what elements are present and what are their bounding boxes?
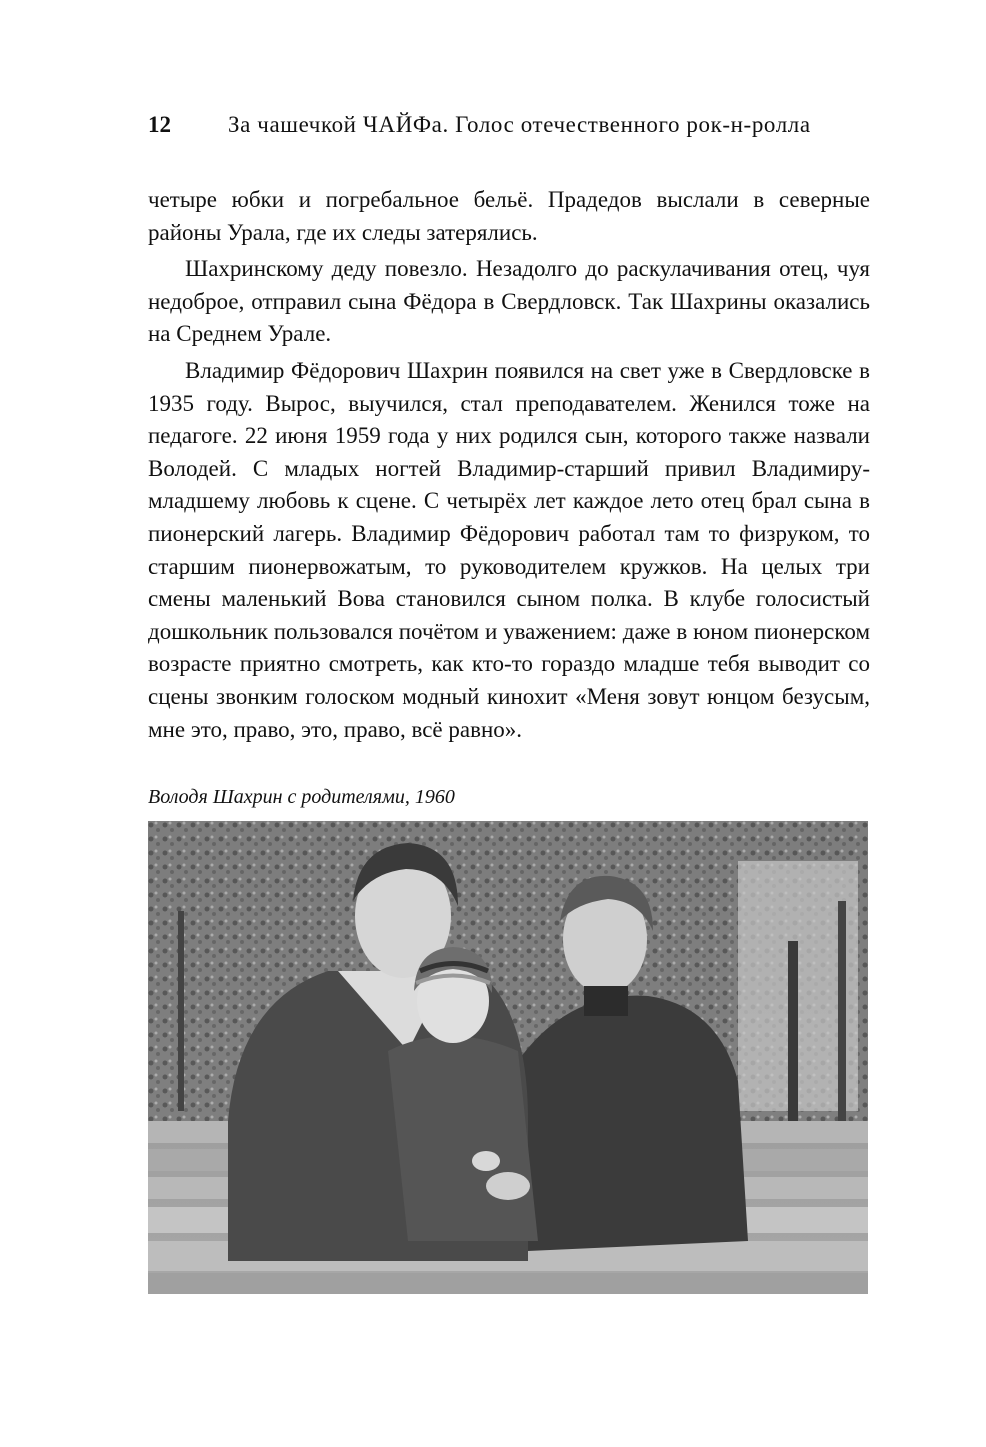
family-photo-illustration <box>148 821 868 1294</box>
body-text <box>148 184 870 746</box>
running-head <box>148 112 870 152</box>
photo-caption: Володя Шахрин с родителями, 1960 <box>148 786 455 808</box>
family-photo <box>148 821 868 1294</box>
page-number: 12 <box>148 112 171 137</box>
paragraph: четыре юбки и погребальное бельё. Прадедов выслали в северные районы Урала, где их следы затерялись. <box>148 187 870 245</box>
paragraph: Шахринскому деду повезло. Незадолго до раскулачивания отец, чуя недоброе, отправил сына Фёдора в Свердловск. Так Шахрины оказались на Среднем Урале. <box>148 256 870 347</box>
book-title: За чашечкой ЧАЙФа. Голос отечественного рок-н-ролла <box>228 112 811 137</box>
paragraph: Владимир Фёдорович Шахрин появился на свет уже в Свердловске в 1935 году. Вырос, выучился, стал преподавателем. Женился тоже на педагоге. 22 июня 1959 года у них родился сын, которого также назвали Володей. С младых ногтей Владимир-старший привил Владимиру-младшему любовь к сцене. С четырёх лет каждое лето отец брал сына в пионерский лагерь. Владимир Фёдорович работал там то физруком, то старшим пионервожатым, то руководителем кружков. На целых три смены маленький Вова становился сыном полка. В клубе голосистый дошкольник пользовался почётом и уважением: даже в юном пионерском возрасте приятно смотреть, как кто-то гораздо младше тебя выводит со сцены звонким голоском модный кинохит «Меня зовут юнцом безусым, мне это, право, это, право, всё равно». <box>148 357 870 742</box>
